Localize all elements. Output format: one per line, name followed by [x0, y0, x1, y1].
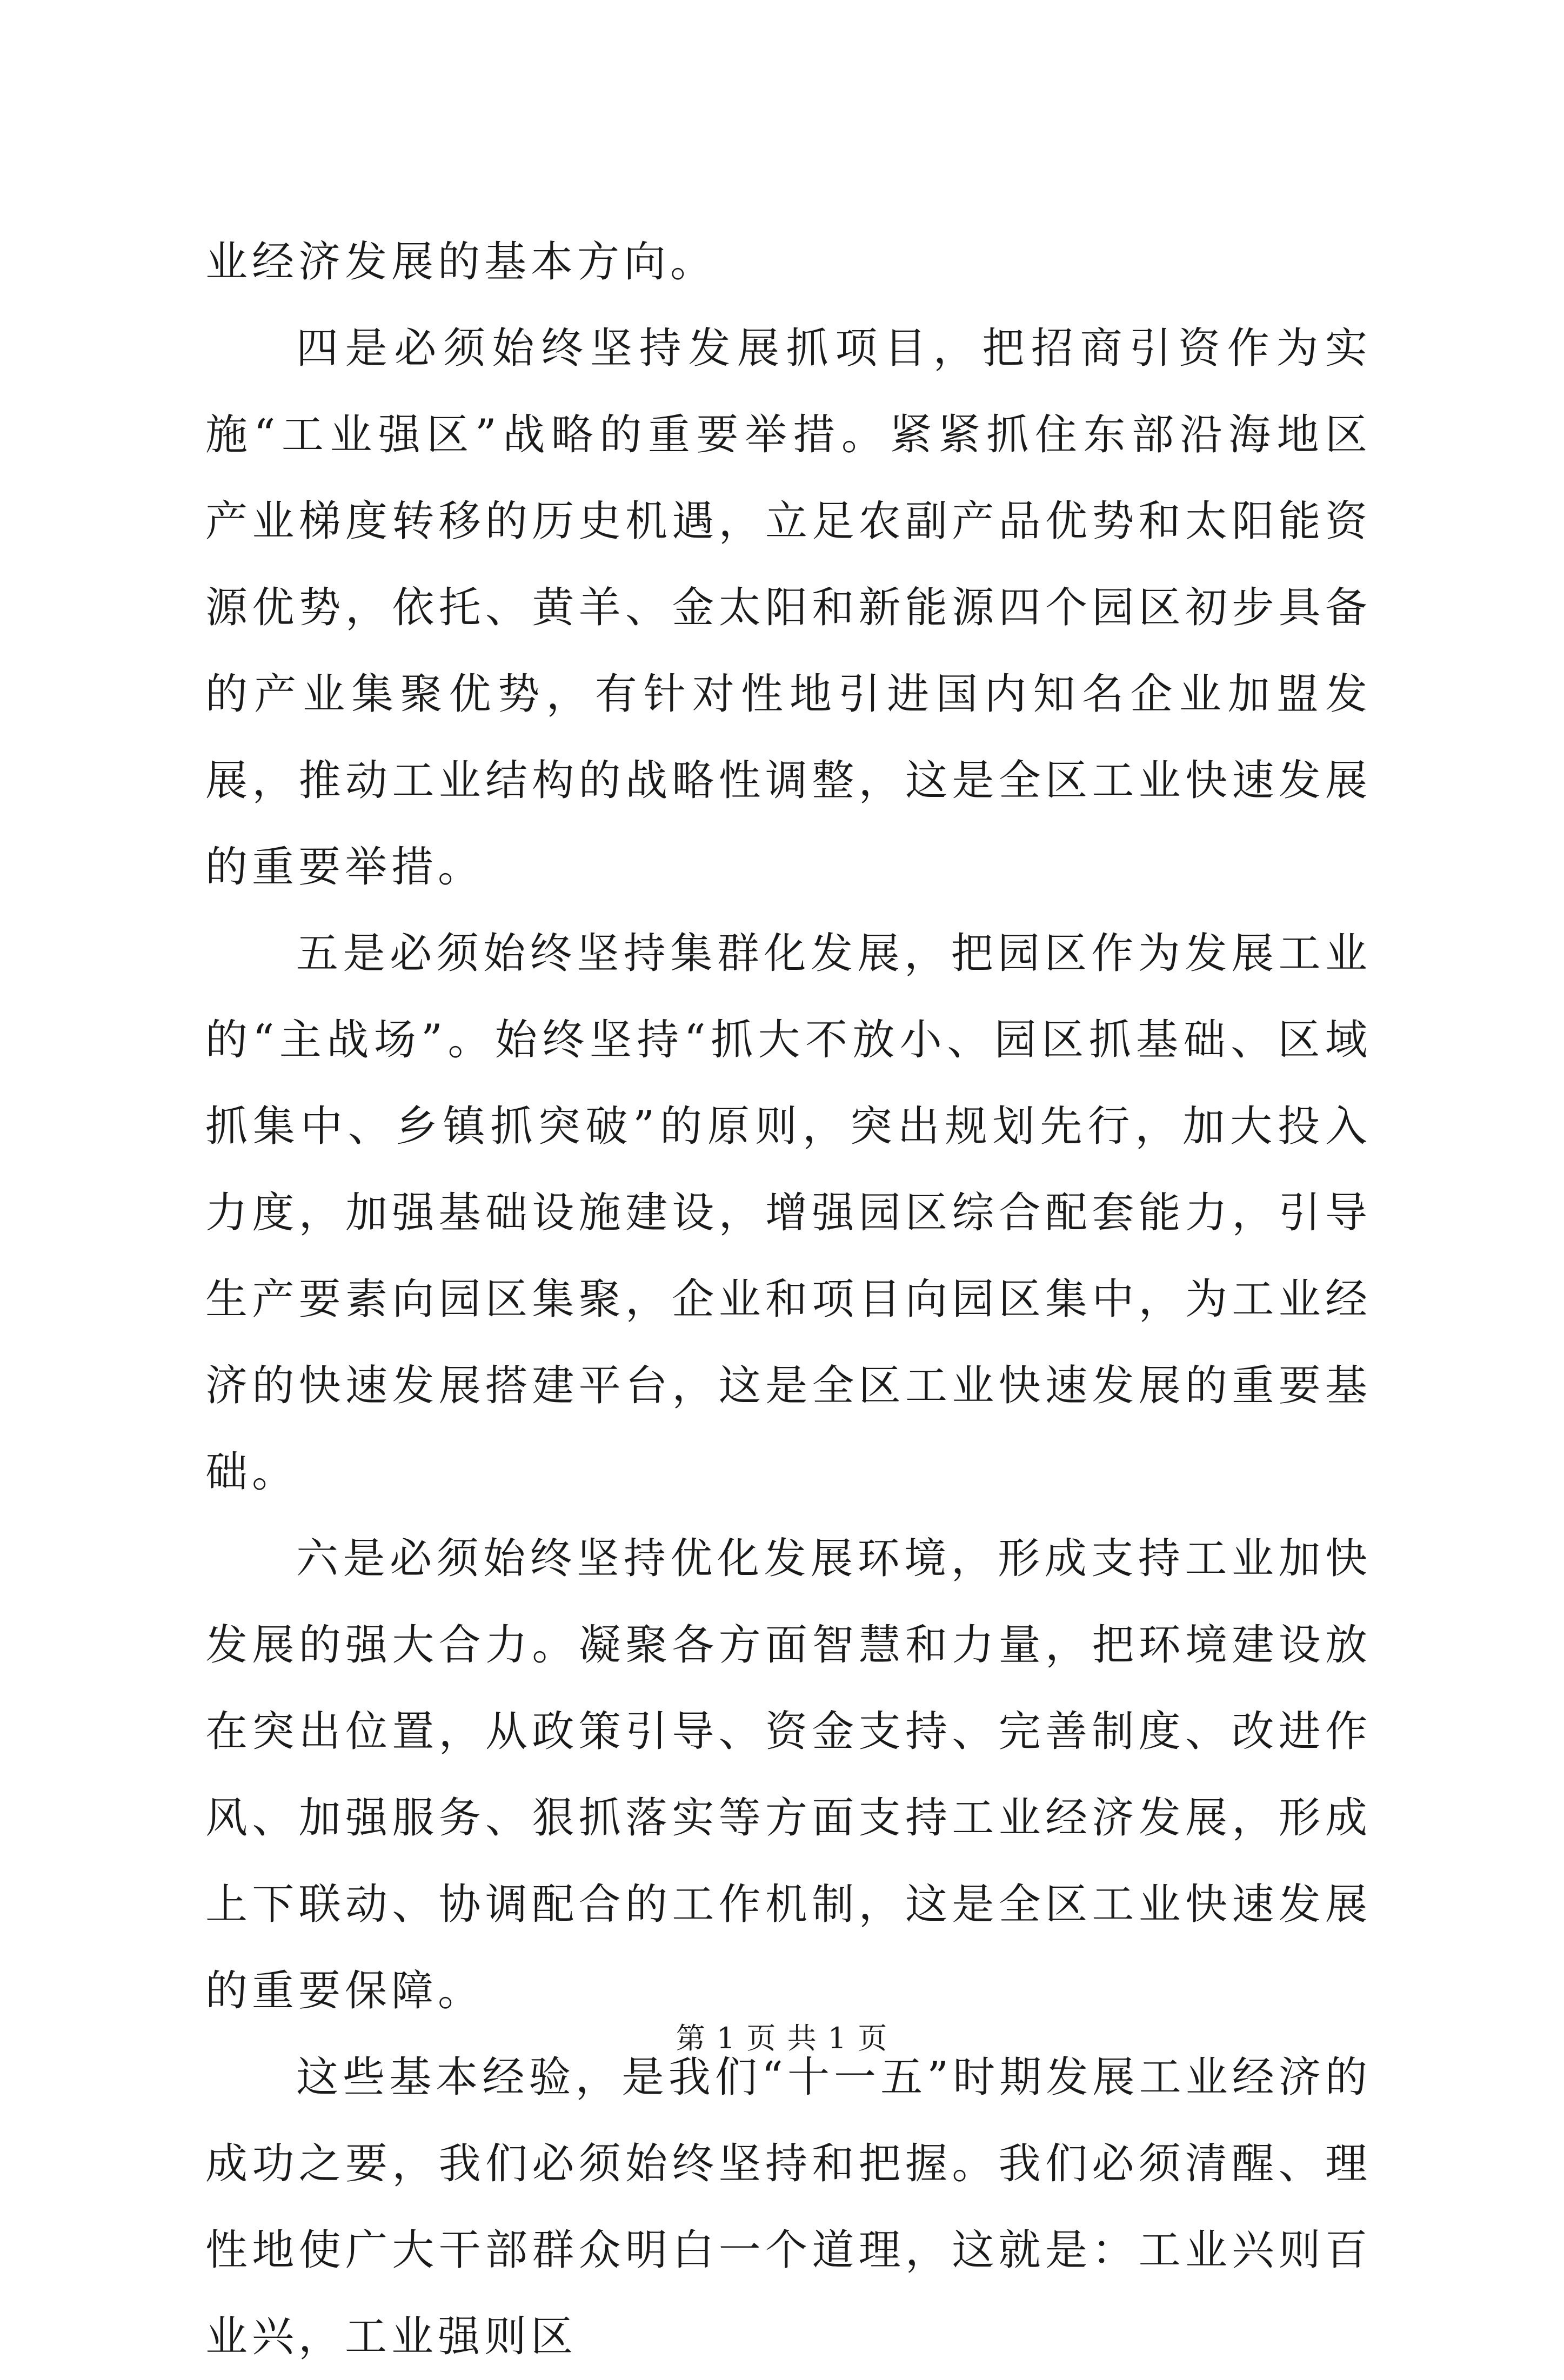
- page-number-footer: 第 1 页 共 1 页: [676, 2021, 888, 2055]
- paragraph-point-four: 四是必须始终坚持发展抓项目，把招商引资作为实施“工业强区”战略的重要举措。紧紧抓住东部沿海地区产业梯度转移的历史机遇，立足农副产品优势和太阳能资源优势，依托、黄羊、金太阳和新能源四个园区初步具备的产业集聚优势，有针对性地引进国内知名企业加盟发展，推动工业结构的战略性调整，这是全区工业快速发展的重要举措。: [205, 324, 1372, 891]
- paragraph-summary: 这些基本经验，是我们“十一五”时期发展工业经济的成功之要，我们必须始终坚持和把握。我们必须清醒、理性地使广大干部群众明白一个道理，这就是：工业兴则百业兴，工业强则区: [205, 2053, 1372, 2361]
- paragraph-continuation: 业经济发展的基本方向。: [205, 238, 717, 286]
- paragraph-point-six: 六是必须始终坚持优化发展环境，形成支持工业加快发展的强大合力。凝聚各方面智慧和力量，把环境建设放在突出位置，从政策引导、资金支持、完善制度、改进作风、加强服务、狠抓落实等方面支持工业经济发展，形成上下联动、协调配合的工作机制，这是全区工业快速发展的重要保障。: [205, 1534, 1372, 2015]
- paragraph-point-five: 五是必须始终坚持集群化发展，把园区作为发展工业的“主战场”。始终坚持“抓大不放小、园区抓基础、区域抓集中、乡镇抓突破”的原则，突出规划先行，加大投入力度，加强基础设施建设，增强园区综合配套能力，引导生产要素向园区集聚，企业和项目向园区集中，为工业经济的快速发展搭建平台，这是全区工业快速发展的重要基础。: [205, 929, 1372, 1497]
